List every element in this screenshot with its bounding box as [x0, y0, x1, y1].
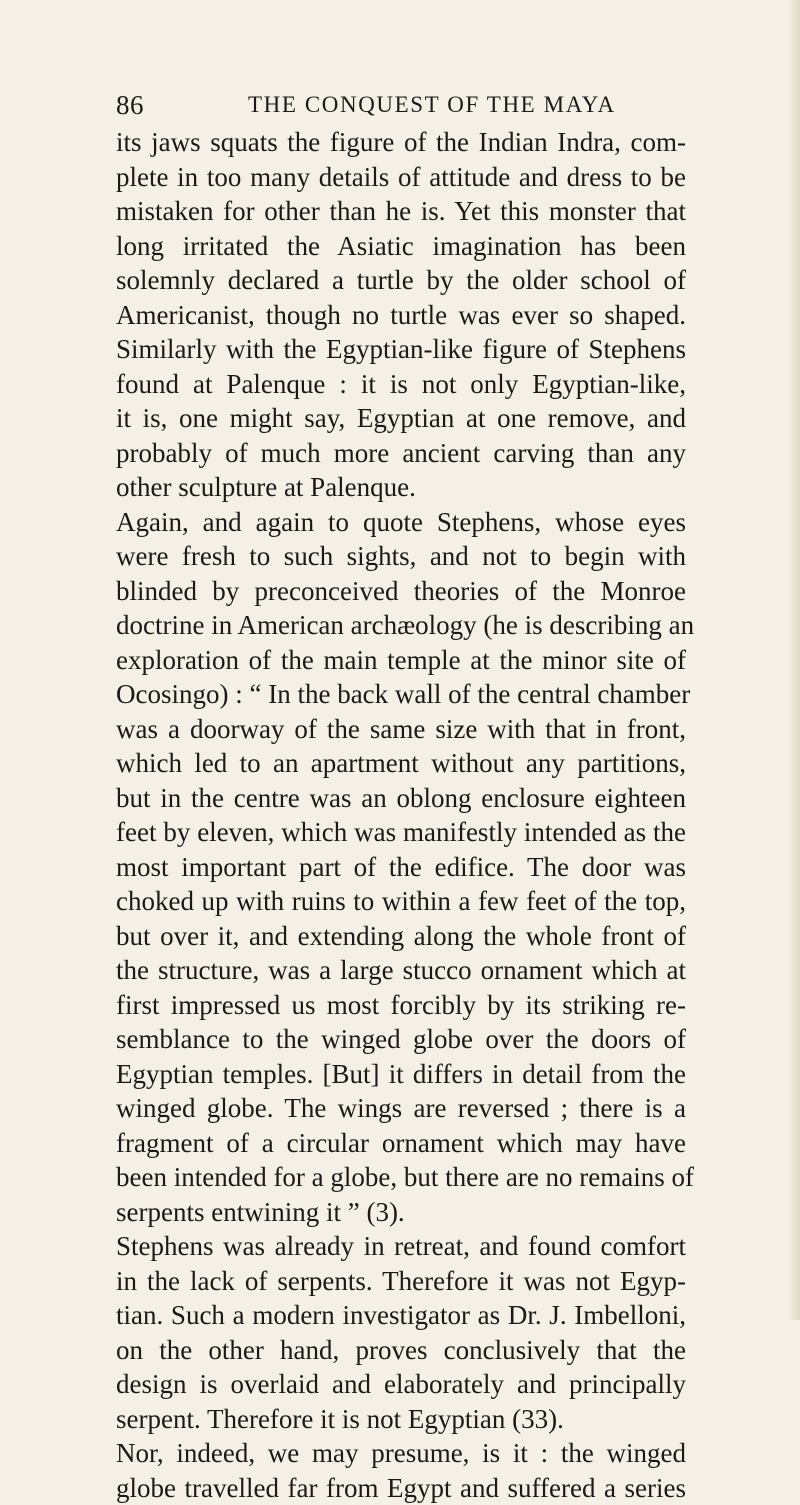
text-line: the structure, was a large stucco ornament which at	[116, 953, 686, 988]
text-line: tian. Such a modern investigator as Dr. J. Imbelloni,	[116, 1298, 686, 1333]
text-line: but over it, and extending along the whole front of	[116, 919, 686, 954]
text-line: doctrine in American archæology (he is describing an	[116, 608, 686, 643]
text-line: Nor, indeed, we may presume, is it : the winged	[116, 1436, 686, 1471]
text-line: first impressed us most forcibly by its striking re-	[116, 988, 686, 1023]
body-text	[116, 125, 686, 1505]
text-line: fragment of a circular ornament which may have	[116, 1126, 686, 1161]
text-line: Egyptian temples. [But] it differs in detail from the	[116, 1057, 686, 1092]
text-line: semblance to the winged globe over the doors of	[116, 1022, 686, 1057]
text-line: Americanist, though no turtle was ever so shaped.	[116, 298, 686, 333]
text-line: long irritated the Asiatic imagination has been	[116, 229, 686, 264]
text-line: globe travelled far from Egypt and suffered a series	[116, 1471, 686, 1505]
text-line: Stephens was already in retreat, and found comfort	[116, 1229, 686, 1264]
text-line: most important part of the edifice. The door was	[116, 850, 686, 885]
page-header	[116, 90, 686, 124]
text-line: been intended for a globe, but there are no remains of	[116, 1160, 686, 1195]
text-line: was a doorway of the same size with that in front,	[116, 712, 686, 747]
text-line: blinded by preconceived theories of the Monroe	[116, 574, 686, 609]
text-line: solemnly declared a turtle by the older school of	[116, 263, 686, 298]
text-line: serpent. Therefore it is not Egyptian (33).	[116, 1402, 686, 1437]
text-line: choked up with ruins to within a few feet of the top,	[116, 884, 686, 919]
text-line: it is, one might say, Egyptian at one remove, and	[116, 401, 686, 436]
text-line: design is overlaid and elaborately and principally	[116, 1367, 686, 1402]
text-line: which led to an apartment without any partitions,	[116, 746, 686, 781]
text-line: on the other hand, proves conclusively that the	[116, 1333, 686, 1368]
text-line: other sculpture at Palenque.	[116, 470, 686, 505]
page-edge-shadow	[788, 0, 800, 1320]
text-line: in the lack of serpents. Therefore it was not Egyp-	[116, 1264, 686, 1299]
text-line: but in the centre was an oblong enclosure eighteen	[116, 781, 686, 816]
text-line: feet by eleven, which was manifestly intended as the	[116, 815, 686, 850]
text-line: its jaws squats the figure of the Indian Indra, com-	[116, 125, 686, 160]
text-line: probably of much more ancient carving than any	[116, 436, 686, 471]
text-line: exploration of the main temple at the minor site of	[116, 643, 686, 678]
text-line: Ocosingo) : “ In the back wall of the central chamber	[116, 677, 686, 712]
running-title: THE CONQUEST OF THE MAYA	[248, 92, 616, 118]
text-line: Similarly with the Egyptian-like figure of Stephens	[116, 332, 686, 367]
text-line: mistaken for other than he is. Yet this monster that	[116, 194, 686, 229]
text-line: found at Palenque : it is not only Egyptian-like,	[116, 367, 686, 402]
text-line: winged globe. The wings are reversed ; there is a	[116, 1091, 686, 1126]
text-line: were fresh to such sights, and not to begin with	[116, 539, 686, 574]
text-line: plete in too many details of attitude and dress to be	[116, 160, 686, 195]
text-line: serpents entwining it ” (3).	[116, 1195, 686, 1230]
text-line: Again, and again to quote Stephens, whose eyes	[116, 505, 686, 540]
page-number: 86	[116, 90, 144, 121]
